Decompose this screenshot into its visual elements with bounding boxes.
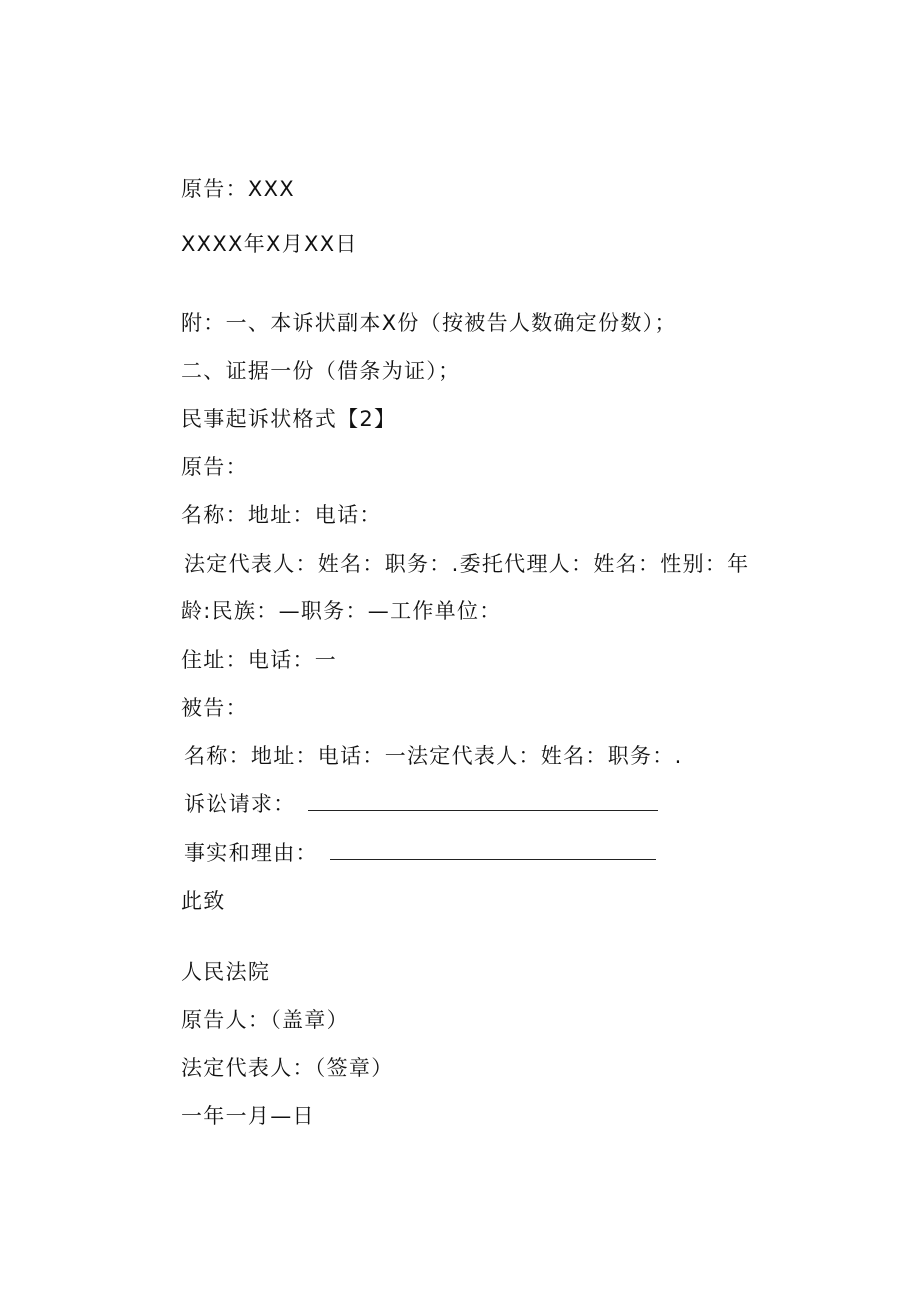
representative-line: 法定代表人：姓名：职务：.委托代理人：姓名：性别：年 [184, 552, 750, 576]
salutation-line: 此致 [181, 889, 226, 913]
claims-line [184, 790, 658, 818]
plaintiff-line: 原告：XXX [181, 177, 295, 201]
facts-label: 事实和理由： [184, 841, 318, 865]
plaintiff-seal-line: 原告人：（盖章） [181, 1008, 349, 1032]
attachment-line-1: 附：一、本诉状副本X份（按被告人数确定份数）； [181, 311, 677, 335]
facts-blank [330, 841, 656, 860]
section-title: 民事起诉状格式【2】 [181, 407, 397, 431]
date-line: XXXX年X月XX日 [181, 232, 358, 256]
court-line: 人民法院 [181, 960, 271, 984]
address-line: 住址：电话：一 [181, 648, 338, 672]
attachment-line-2: 二、证据一份（借条为证）； [181, 359, 461, 383]
plaintiff-contact-line: 名称：地址：电话： [181, 503, 382, 527]
defendant-label: 被告： [181, 696, 248, 720]
plaintiff-label: 原告： [181, 455, 248, 479]
defendant-details-line: 名称：地址：电话：一法定代表人：姓名：职务：. [184, 744, 683, 768]
agent-details-line: 龄:民族：—职务：—工作单位： [181, 599, 502, 623]
claims-label: 诉讼请求： [184, 792, 296, 816]
representative-sign-line: 法定代表人：（签章） [181, 1056, 394, 1080]
claims-blank [308, 792, 658, 811]
signature-date-line: 一年一月—日 [181, 1104, 315, 1128]
facts-line [184, 839, 656, 867]
